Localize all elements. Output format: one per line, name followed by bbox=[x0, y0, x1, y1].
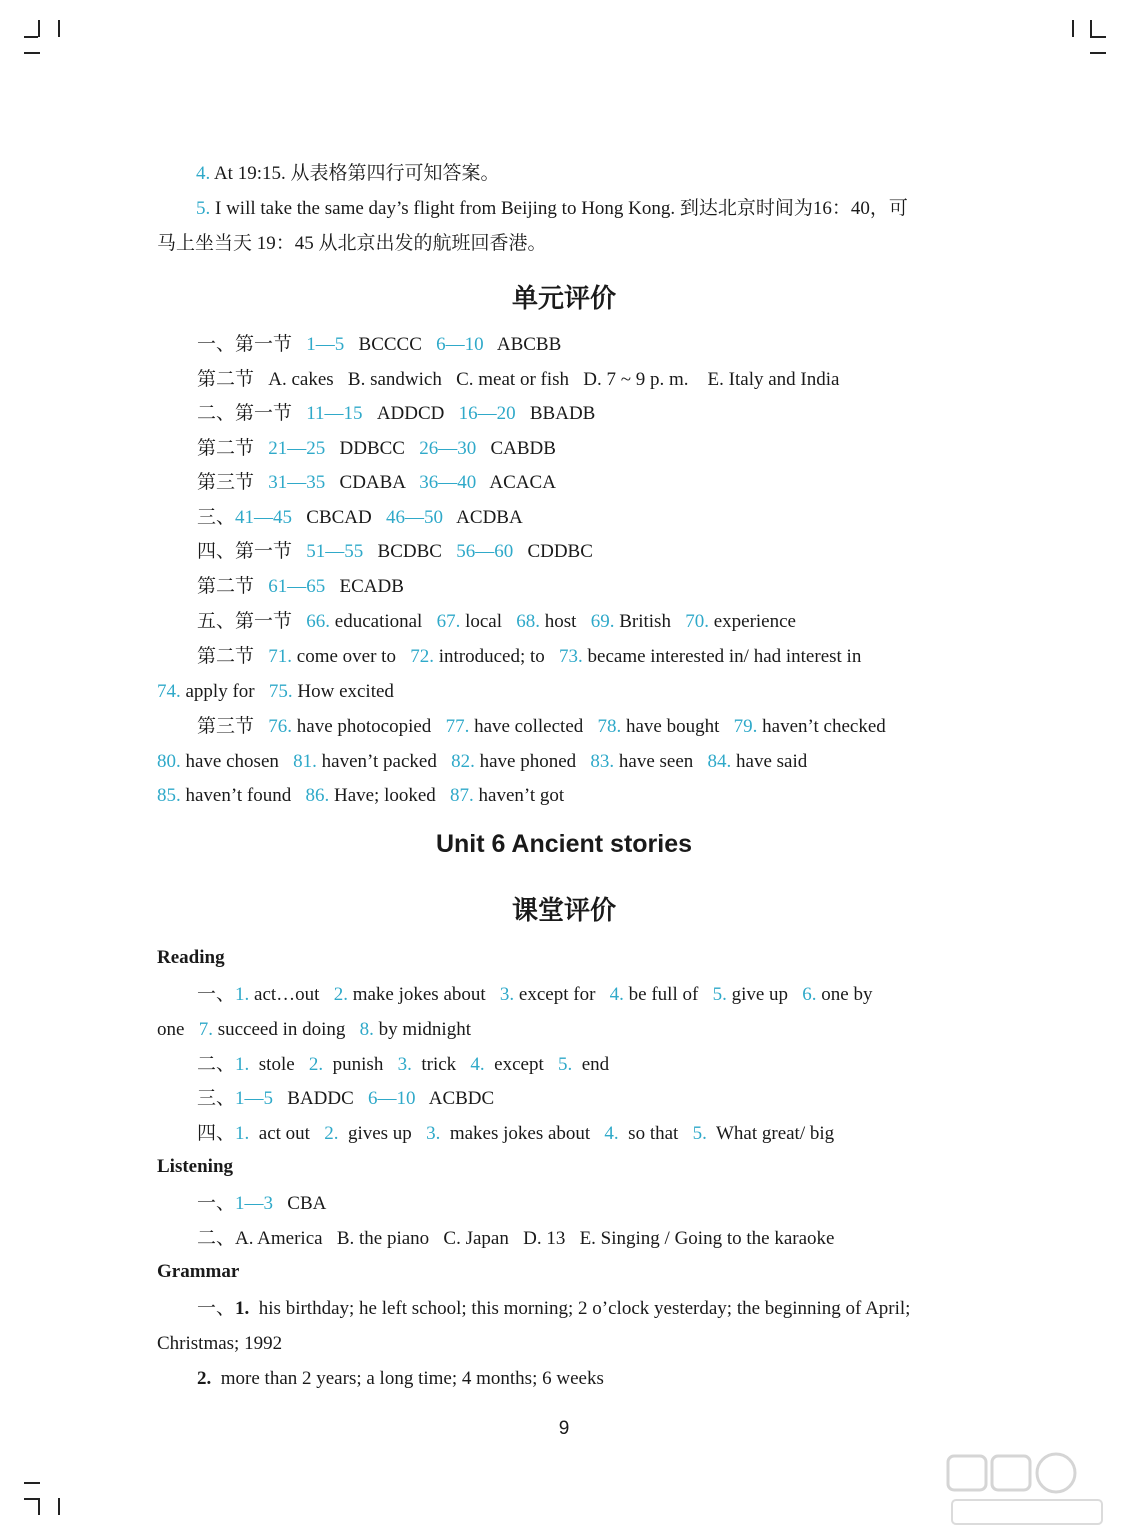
answer-text: be full of bbox=[623, 984, 713, 1005]
answer-text: so that bbox=[618, 1123, 693, 1144]
answer-text: I will take the same day’s flight from Beijing to Hong Kong. 到达北京时间为16：40，可 bbox=[210, 198, 908, 219]
answer-text: give up bbox=[726, 984, 803, 1005]
answer-text: 三、 bbox=[197, 1088, 236, 1109]
section-title-unit-evaluation: 单元评价 bbox=[511, 284, 616, 313]
answer-text: stole bbox=[249, 1054, 309, 1075]
answer-text: CDDBC bbox=[513, 541, 593, 562]
question-number: 26—30 bbox=[419, 438, 477, 459]
answer-line bbox=[197, 645, 861, 669]
answer-text: What great/ big bbox=[706, 1123, 835, 1144]
answer-line bbox=[157, 1018, 471, 1042]
question-number: 5. bbox=[558, 1054, 573, 1075]
crop-mark-tr bbox=[1072, 20, 1074, 37]
answer-text: host bbox=[540, 611, 591, 632]
answer-text: act…out bbox=[249, 984, 334, 1005]
question-number: 72. bbox=[410, 646, 434, 667]
question-number: 16—20 bbox=[458, 403, 516, 424]
answer-text: 第二节 bbox=[197, 646, 269, 667]
answer-line bbox=[196, 162, 499, 186]
answer-line bbox=[196, 197, 908, 221]
answer-text: haven’t got bbox=[473, 785, 565, 806]
answer-text: 二、 bbox=[197, 1054, 236, 1075]
question-number: 79. bbox=[733, 716, 758, 737]
answer-text: ADDCD bbox=[362, 403, 459, 424]
answer-line bbox=[197, 1192, 326, 1216]
answer-text: have chosen bbox=[180, 751, 294, 772]
answer-line bbox=[197, 471, 556, 495]
answer-text: BCDBC bbox=[363, 541, 457, 562]
answer-text: 五、第一节 bbox=[197, 611, 307, 632]
answer-text: CBCAD bbox=[292, 507, 386, 528]
question-number: 73. bbox=[559, 646, 583, 667]
answer-line bbox=[197, 1297, 910, 1321]
question-number: 3. bbox=[426, 1123, 441, 1144]
answer-text: How excited bbox=[292, 681, 394, 702]
answer-text: make jokes about bbox=[347, 984, 500, 1005]
crop-mark-tl bbox=[38, 20, 40, 37]
question-number: 71. bbox=[268, 646, 293, 667]
question-number: 5. bbox=[712, 984, 727, 1005]
question-number: 84. bbox=[707, 751, 732, 772]
answer-text: ECADB bbox=[325, 576, 404, 597]
answer-text: ACDBA bbox=[442, 507, 523, 528]
answer-line bbox=[197, 715, 886, 739]
answer-line bbox=[197, 402, 595, 426]
question-number: 2. bbox=[324, 1123, 339, 1144]
item-number: 1. bbox=[235, 1298, 250, 1319]
answer-text: gives up bbox=[338, 1123, 427, 1144]
crop-mark-tl bbox=[24, 36, 38, 38]
answer-text: 四、 bbox=[197, 1123, 236, 1144]
crop-mark-tr bbox=[1090, 36, 1106, 38]
answer-text: local bbox=[460, 611, 517, 632]
answer-text: one by bbox=[816, 984, 873, 1005]
question-number: 5. bbox=[196, 198, 211, 219]
answer-text: At 19:15. 从表格第四行可知答案。 bbox=[210, 163, 500, 184]
question-number: 83. bbox=[590, 751, 615, 772]
crop-mark-tl bbox=[58, 20, 60, 37]
answer-text: 第三节 bbox=[197, 472, 269, 493]
answer-text: Have; looked bbox=[329, 785, 451, 806]
answer-text: 一、 bbox=[197, 1298, 236, 1319]
answer-text: ABCBB bbox=[483, 334, 562, 355]
answer-text: 二、第一节 bbox=[197, 403, 307, 424]
answer-line bbox=[197, 333, 561, 357]
answer-text: have collected bbox=[469, 716, 598, 737]
answer-text: experience bbox=[708, 611, 796, 632]
answer-text: CBA bbox=[273, 1193, 327, 1214]
question-number: 86. bbox=[305, 785, 330, 806]
question-number: 4. bbox=[196, 163, 211, 184]
answer-text: except for bbox=[514, 984, 610, 1005]
question-number: 6—10 bbox=[368, 1088, 416, 1109]
answer-line bbox=[197, 1122, 834, 1146]
answer-line bbox=[157, 1332, 282, 1356]
crop-mark-tr bbox=[1090, 52, 1106, 54]
answer-text: ACACA bbox=[476, 472, 556, 493]
page-number: 9 bbox=[558, 1418, 570, 1439]
grammar-heading: Grammar bbox=[157, 1261, 240, 1282]
question-number: 2. bbox=[308, 1054, 324, 1075]
question-number: 11—15 bbox=[306, 403, 363, 424]
answer-text: 三、 bbox=[197, 507, 236, 528]
question-number: 68. bbox=[516, 611, 541, 632]
question-number: 8. bbox=[359, 1019, 374, 1040]
question-number: 4. bbox=[604, 1123, 619, 1144]
answer-text: ACBDC bbox=[415, 1088, 495, 1109]
answer-text: apply for bbox=[180, 681, 269, 702]
answer-text: 第二节 bbox=[197, 438, 269, 459]
question-number: 74. bbox=[157, 681, 181, 702]
question-number: 46—50 bbox=[385, 507, 443, 528]
answer-text: come over to bbox=[292, 646, 411, 667]
question-number: 87. bbox=[450, 785, 474, 806]
answer-line bbox=[157, 750, 807, 774]
answer-text: more than 2 years; a long time; 4 months; 6 weeks bbox=[211, 1368, 604, 1389]
answer-text: 一、第一节 bbox=[197, 334, 307, 355]
answer-line bbox=[197, 1367, 604, 1391]
question-number: 1. bbox=[235, 984, 250, 1005]
answer-text: haven’t found bbox=[180, 785, 306, 806]
answer-text: 一、 bbox=[197, 984, 236, 1005]
answer-text: 马上坐当天 19：45 从北京出发的航班回香港。 bbox=[157, 233, 547, 254]
question-number: 1. bbox=[235, 1123, 250, 1144]
answer-line bbox=[197, 575, 404, 599]
crop-mark-bl bbox=[58, 1498, 60, 1515]
answer-text: 二、A. America B. the piano C. Japan D. 13 E. Singing / Going to the karaoke bbox=[197, 1228, 835, 1249]
question-number: 1—5 bbox=[306, 334, 345, 355]
question-number: 67. bbox=[436, 611, 461, 632]
answer-text: one bbox=[157, 1019, 199, 1040]
question-number: 56—60 bbox=[456, 541, 514, 562]
answer-text: punish bbox=[323, 1054, 398, 1075]
question-number: 21—25 bbox=[268, 438, 326, 459]
answer-line bbox=[157, 232, 547, 256]
question-number: 36—40 bbox=[419, 472, 477, 493]
answer-text: educational bbox=[330, 611, 437, 632]
answer-text: CABDB bbox=[476, 438, 556, 459]
question-number: 77. bbox=[445, 716, 470, 737]
question-number: 3. bbox=[499, 984, 515, 1005]
answer-text: except bbox=[484, 1054, 558, 1075]
answer-text: British bbox=[614, 611, 686, 632]
answer-text: introduced; to bbox=[433, 646, 560, 667]
answer-text: BADDC bbox=[273, 1088, 369, 1109]
question-number: 1—3 bbox=[235, 1193, 274, 1214]
answer-line bbox=[197, 506, 523, 530]
question-number: 51—55 bbox=[306, 541, 364, 562]
answer-text: trick bbox=[411, 1054, 471, 1075]
question-number: 81. bbox=[293, 751, 317, 772]
question-number: 75. bbox=[268, 681, 293, 702]
answer-text: became interested in/ had interest in bbox=[582, 646, 862, 667]
answer-text: 第三节 bbox=[197, 716, 269, 737]
answer-line bbox=[157, 680, 394, 704]
crop-mark-tl bbox=[24, 52, 40, 54]
question-number: 7. bbox=[198, 1019, 213, 1040]
answer-text: haven’t packed bbox=[316, 751, 452, 772]
answer-line bbox=[197, 1053, 609, 1077]
question-number: 4. bbox=[470, 1054, 485, 1075]
question-number: 3. bbox=[397, 1054, 412, 1075]
question-number: 61—65 bbox=[268, 576, 326, 597]
unit-title: Unit 6 Ancient stories bbox=[435, 830, 693, 858]
answer-text: BCCCC bbox=[344, 334, 437, 355]
answer-text: 第二节 bbox=[197, 576, 269, 597]
listening-heading: Listening bbox=[157, 1156, 234, 1177]
answer-text: have phoned bbox=[474, 751, 591, 772]
question-number: 80. bbox=[157, 751, 181, 772]
answer-text: have bought bbox=[621, 716, 734, 737]
question-number: 78. bbox=[597, 716, 622, 737]
question-number: 6. bbox=[802, 984, 817, 1005]
answer-line bbox=[197, 1087, 494, 1111]
answer-line bbox=[197, 610, 796, 634]
question-number: 6—10 bbox=[436, 334, 484, 355]
item-number: 2. bbox=[197, 1368, 212, 1389]
question-number: 1—5 bbox=[235, 1088, 274, 1109]
crop-mark-bl bbox=[38, 1498, 40, 1515]
answer-line bbox=[197, 368, 839, 392]
answer-line bbox=[157, 784, 564, 808]
answer-text: DDBCC bbox=[325, 438, 420, 459]
answer-line bbox=[197, 437, 556, 461]
watermark-logo bbox=[944, 1450, 1114, 1530]
answer-text: 第二节 A. cakes B. sandwich C. meat or fish D. 7 ~ 9 p. m. E. Italy and India bbox=[197, 369, 840, 390]
answer-text: by midnight bbox=[373, 1019, 471, 1040]
question-number: 76. bbox=[268, 716, 293, 737]
answer-text: BBADB bbox=[515, 403, 596, 424]
answer-text: succeed in doing bbox=[212, 1019, 360, 1040]
question-number: 31—35 bbox=[268, 472, 326, 493]
answer-text: act out bbox=[249, 1123, 325, 1144]
question-number: 5. bbox=[692, 1123, 707, 1144]
answer-text: have photocopied bbox=[292, 716, 446, 737]
answer-line bbox=[197, 540, 593, 564]
question-number: 70. bbox=[685, 611, 709, 632]
question-number: 82. bbox=[451, 751, 475, 772]
question-number: 69. bbox=[590, 611, 615, 632]
question-number: 66. bbox=[306, 611, 331, 632]
answer-text: CDABA bbox=[325, 472, 420, 493]
reading-heading: Reading bbox=[157, 947, 225, 968]
question-number: 41—45 bbox=[235, 507, 293, 528]
answer-text: have seen bbox=[614, 751, 708, 772]
answer-text: end bbox=[572, 1054, 610, 1075]
answer-text: 四、第一节 bbox=[197, 541, 307, 562]
answer-text: haven’t checked bbox=[757, 716, 886, 737]
answer-line bbox=[197, 1227, 834, 1251]
section-title-class-evaluation: 课堂评价 bbox=[511, 896, 616, 925]
answer-text: makes jokes about bbox=[440, 1123, 605, 1144]
question-number: 2. bbox=[333, 984, 348, 1005]
question-number: 85. bbox=[157, 785, 181, 806]
question-number: 1. bbox=[235, 1054, 250, 1075]
answer-text: Christmas; 1992 bbox=[157, 1333, 283, 1354]
crop-mark-tr bbox=[1090, 20, 1092, 37]
question-number: 4. bbox=[609, 984, 624, 1005]
crop-mark-bl bbox=[24, 1482, 40, 1484]
answer-line bbox=[197, 983, 872, 1007]
answer-text: 一、 bbox=[197, 1193, 236, 1214]
answer-text: his birthday; he left school; this morning; 2 o’clock yesterday; the beginning of April; bbox=[249, 1298, 911, 1319]
answer-text: have said bbox=[731, 751, 808, 772]
